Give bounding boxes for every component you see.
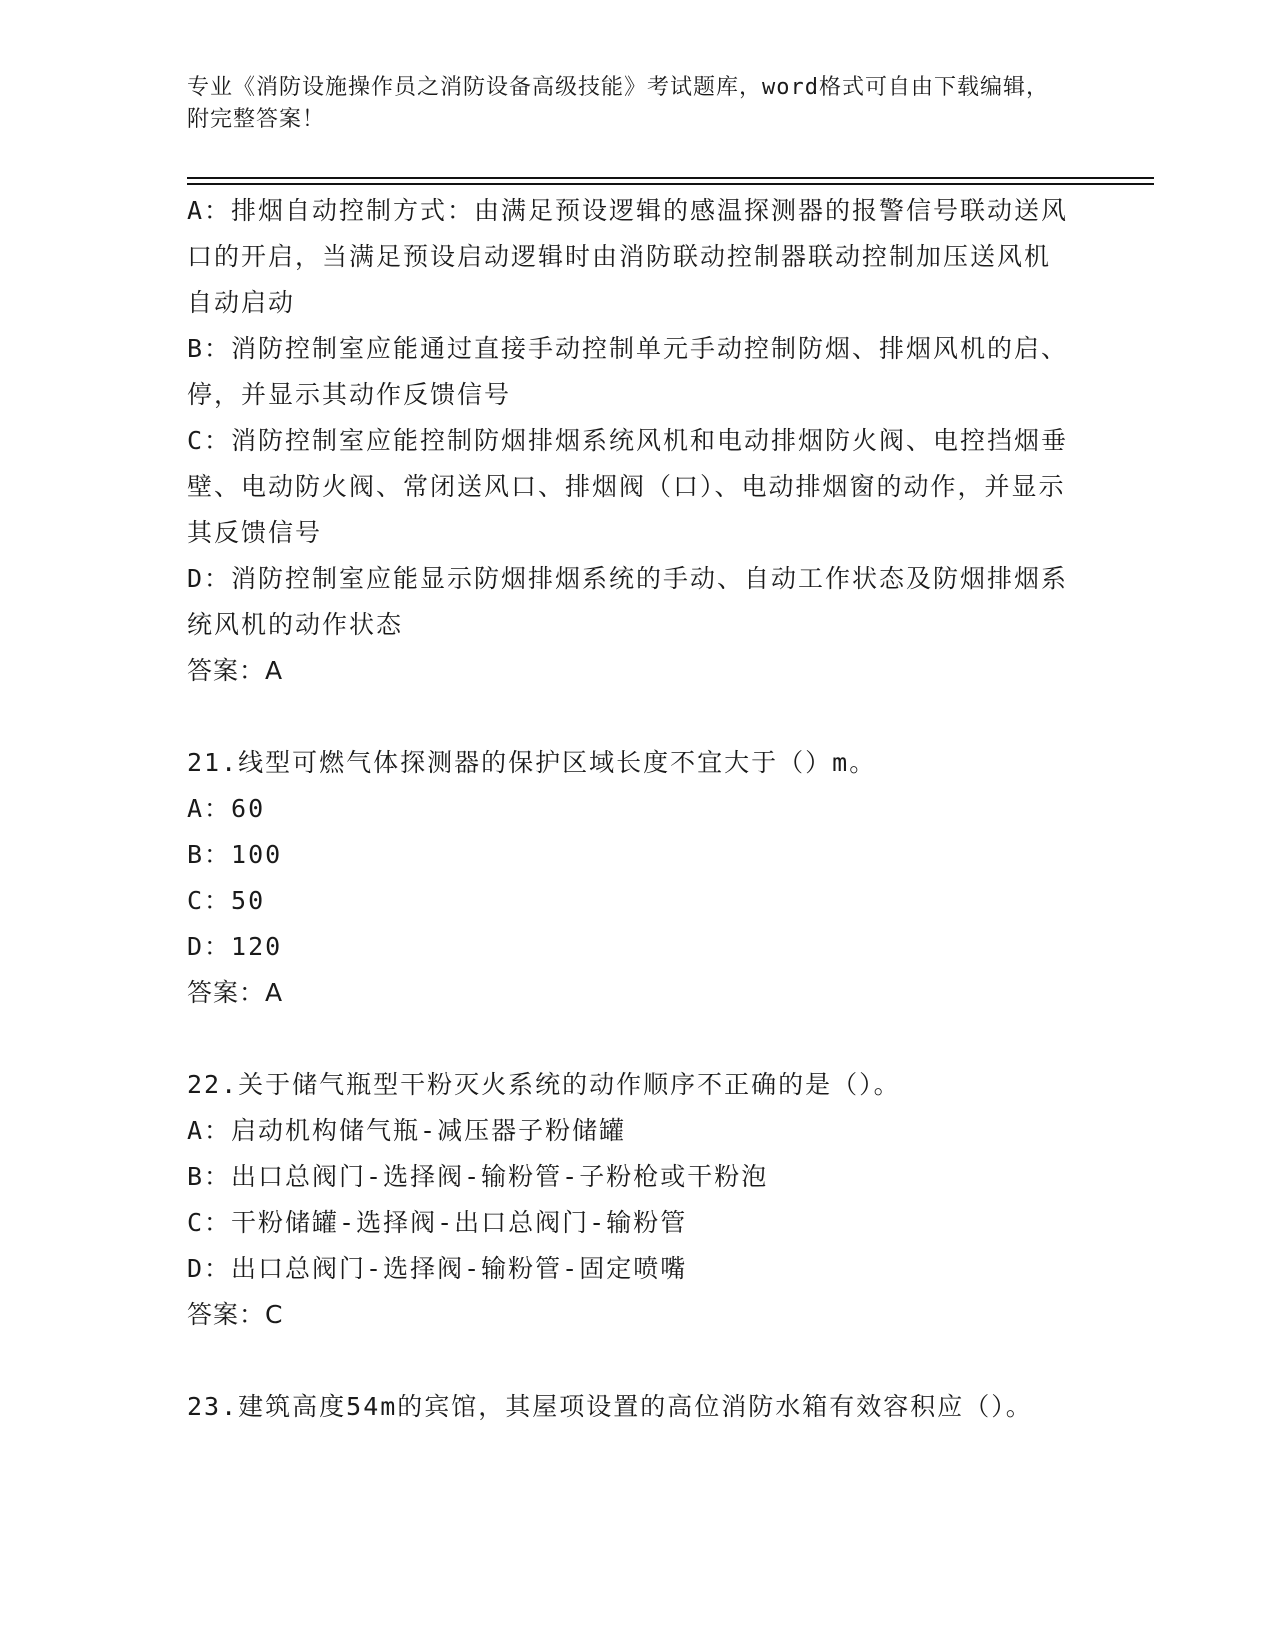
option-c: C：干粉储罐-选择阀-出口总阀门-输粉管 [187, 1208, 688, 1237]
document-header: 专业《消防设施操作员之消防设备高级技能》考试题库，word格式可自由下载编辑，附完整答案！ [187, 75, 1049, 132]
question-21 [187, 740, 1077, 1016]
header-rule-bottom [187, 183, 1154, 185]
answer-line: 答案：C [187, 1300, 284, 1329]
option-c: C：50 [187, 886, 266, 915]
option-b: B：100 [187, 840, 283, 869]
option-a: A：排烟自动控制方式：由满足预设逻辑的感温探测器的报警信号联动送风口的开启，当满足预设启动逻辑时由消防联动控制器联动控制加压送风机自动启动 [187, 196, 1069, 317]
question-stem: 22.关于储气瓶型干粉灭火系统的动作顺序不正确的是（）。 [187, 1070, 901, 1099]
option-b: B：消防控制室应能通过直接手动控制单元手动控制防烟、排烟风机的启、停，并显示其动作反馈信号 [187, 334, 1069, 409]
spacer [187, 1338, 1077, 1384]
prev-question-block [187, 188, 1077, 694]
option-a: A：启动机构储气瓶-减压器子粉储罐 [187, 1116, 627, 1145]
option-d: D：出口总阀门-选择阀-输粉管-固定喷嘴 [187, 1254, 688, 1283]
question-23 [187, 1384, 1077, 1430]
answer-line: 答案：A [187, 656, 284, 685]
question-content [187, 188, 1077, 1430]
spacer [187, 1016, 1077, 1062]
spacer [187, 694, 1077, 740]
question-22 [187, 1062, 1077, 1338]
header-rule-top [187, 177, 1154, 179]
question-stem: 21.线型可燃气体探测器的保护区域长度不宜大于（）m。 [187, 748, 877, 777]
option-c: C：消防控制室应能控制防烟排烟系统风机和电动排烟防火阀、电控挡烟垂壁、电动防火阀、常闭送风口、排烟阀（口）、电动排烟窗的动作，并显示其反馈信号 [187, 426, 1069, 547]
option-a: A：60 [187, 794, 266, 823]
option-d: D：120 [187, 932, 283, 961]
question-stem: 23.建筑高度54m的宾馆，其屋项设置的高位消防水箱有效容积应（）。 [187, 1392, 1033, 1421]
option-d: D：消防控制室应能显示防烟排烟系统的手动、自动工作状态及防烟排烟系统风机的动作状态 [187, 564, 1069, 639]
answer-line: 答案：A [187, 978, 284, 1007]
option-b: B：出口总阀门-选择阀-输粉管-子粉枪或干粉泡 [187, 1162, 769, 1191]
